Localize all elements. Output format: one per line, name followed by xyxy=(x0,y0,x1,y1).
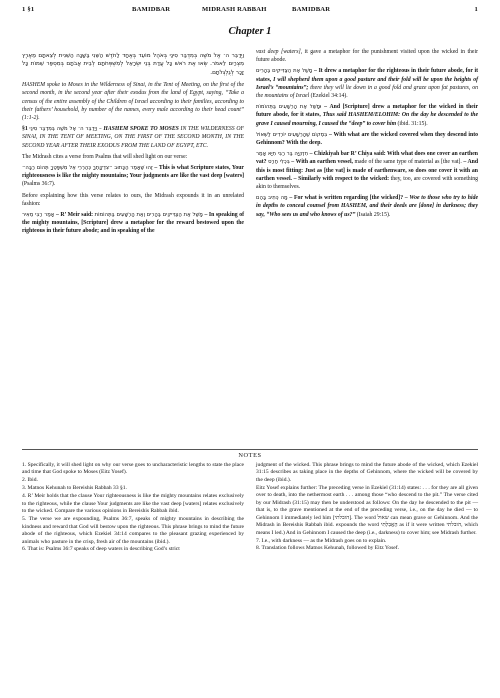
paragraph-righteous-metaphor: מָשַׁל אֶת הַצַּדִּיקִים בֶּהָרִים – It drew a metaphor for the righteous in their future abode, for it states, I will shepherd them upon a good pasture and their fold will be upon the heights of Israel’s “mountains”; there they will lie down in a good fold and graze upon fat pastures, on the mountains of Israel (Ezekiel 34:14). xyxy=(256,68,478,100)
main-text-right-column xyxy=(256,48,478,222)
section-number: §1 xyxy=(22,126,28,133)
section-lemma-rest: IN THE WILDERNESS OF SINAI, IN THE TENT OF MEETING, ON THE FIRST OF THE SECOND MONTH, IN THE SECOND YEAR AFTER THEIR EXODUS FROM THE LAND OF EGYPT, ETC. xyxy=(22,126,244,149)
note-7: 7. I.e., with darkness — as the Midrash goes on to explain. xyxy=(256,537,387,544)
notes-divider xyxy=(22,449,478,450)
section-lemma: HASHEM SPOKE TO MOSES xyxy=(103,126,179,133)
header-section-ref: 1 §1 xyxy=(22,6,35,13)
note-3: 3. Matnos Kehunah to Bereishis Rabbah 33 §1. xyxy=(22,485,127,492)
paragraph-isaiah: מָה כְּתִיב בָּהֶם – For what is written regarding [the wicked]? – Woe to those who try to hide in depths to conceal counsel from HASHEM, and their deeds are [done] in darkness; they say, “Who sees us and who knows of us?” (Isaiah 29:15). xyxy=(256,195,478,218)
paragraph-chizkiyah: חִזְקִיָּה בַּר רַבִּי חִיָּא אָמַר – Chizkiyah bar R’ Chiya said: With what does one cover an earthen vat? בִּכְלִי חֶרֶס – With an earthen vessel, made of the same type of material as [the vat]. – And this is most fitting: Just as [the vat] is made of earthenware, so does one cover it with an earthen vessel. – Similarly with respect to the wicked: they, too, are covered with something akin to themselves. xyxy=(256,151,479,191)
verse-translation: HASHEM spoke to Moses in the Wilderness of Sinai, in the Tent of Meeting, on the first of the second month, in the second year after their exodus from the land of Egypt, saying, “Take a census of the entire assembly of the Children of Israel according to their families, according to their fathers’ household, by number of the names, every male according to their head count” (1:1-2). xyxy=(22,82,244,122)
header-work-title: MIDRASH RABBAH xyxy=(202,6,267,13)
paragraph-wicked-metaphor: וּמָשַׁל אֶת הָרְשָׁעִים בַּתְּהוֹמוֹת – And [Scripture] drew a metaphor for the wicked in their future abode, for it states, Thus said HASHEM/ELOHIM: On the day he descended to the grave I caused mourning, I caused the “deep” to cover him (ibid. 31:15). xyxy=(256,104,479,127)
notes-left-column xyxy=(22,462,244,554)
note-6-eitz-yosef: Eitz Yosef explains further: The preceding verse in Ezekiel (31:14) states: . . . for they are all given over to death, into the nethermost earth . . . among those “who descend to the pit.” The verse cited by our Midrash (31:15) may then be understood as follows: On the day he descended to the pit — that is, to the grave mentioned at the end of the preceding verse, i.e., on the day he died — to Gehinnom I immediately led him [הובלתי]. The word שאול can mean grave or Gehinnom. And the Midrash in Bereishis Rabbah ibid. expounds the word הֶאֱבַלְתִּי as if it were written הובלתי, which means I led.) And in Gehinnom I caused the deep (i.e., darkness) to cover him; see Midrash further. xyxy=(256,484,478,536)
note-5: 5. The verse we are expounding, Psalms 36:7, speaks of mighty mountains in describing the kindness and reward that God will bestow upon the righteous. This phrase brings to mind the future abode of the righteous, which Ezekiel 34:14 compares to the pleasant grazing experienced by animals who pasture in the crisp, fresh air of the mountains (ibid.). xyxy=(22,516,244,545)
running-header xyxy=(0,0,500,20)
note-6: 6. That is: Psalms 36:7 speaks of deep waters in describing God’s strict xyxy=(22,546,180,553)
paragraph-intro: The Midrash cites a verse from Psalms that will shed light on our verse: xyxy=(22,153,188,160)
paragraph-gehinnom: בִּמְקוֹם שֶׁהָרְשָׁעִים יוֹרְדִים לַשְּׁאוֹל – With what are the wicked covered when they descend into Gehinnom? With the deep. xyxy=(256,131,479,147)
paragraph-psalms: זֶהוּ שֶׁאָמַר הַכָּתוּב ״צִדְקָתְךָ כְּהַרְרֵי אֵל מִשְׁפָּטֶךָ תְּהוֹם רַבָּה״ – This is what Scripture states, Your righteousness is like the mighty mountains; Your judgments are like the vast deep [waters] (Psalms 36:7). xyxy=(22,165,244,188)
paragraph-abodes: vast deep [waters], it gave a metaphor for the punishment visited upon the wicked in their future abode. xyxy=(256,49,478,64)
main-text-left-column xyxy=(22,48,244,239)
header-book-right: BAMIDBAR xyxy=(292,6,331,13)
note-1: 1. Specifically, it will shed light on why our verse goes to uncharacteristic lengths to state the place and time that God spoke to Moses (Eitz Yosef). xyxy=(22,462,244,476)
paragraph-r-meir: אָמַר רַבִּי מֵאִיר – R’ Meir said: מָשַׁל אֶת הַצַּדִּיקִים בֶּהָרִים וְאֶת הָרְשָׁעִים בַּתְּהוֹמוֹת – In speaking of the mighty mountains, [Scripture] drew a metaphor for the reward bestowed upon the righteous in their future abode; and in speaking of the xyxy=(22,212,245,235)
verse-hebrew: וַיְדַבֵּר ה׳ אֶל מֹשֶׁה בְּמִדְבַּר סִינַי בְּאֹהֶל מוֹעֵד בְּאֶחָד לַחֹדֶשׁ הַשֵּׁנִי בַּשָּׁנָה הַשֵּׁנִית לְצֵאתָם מֵאֶרֶץ מִצְרַיִם לֵאמֹר. שְׂאוּ אֶת רֹאשׁ כָּל עֲדַת בְּנֵי יִשְׂרָאֵל לְמִשְׁפְּחֹתָם לְבֵית אֲבֹתָם בְּמִסְפַּר שֵׁמוֹת כָּל זָכָר לְגֻלְגְּלֹתָם. xyxy=(22,53,244,76)
header-book-left: BAMIDBAR xyxy=(132,6,171,13)
paragraph-explain: Before explaining how this verse relates to ours, the Midrash expounds it in an unrelated fashion: xyxy=(22,192,244,207)
section-hebrew-lemma: וַיְדַבֵּר ה׳ אֶל מֹשֶׁה בְּמִדְבַּר סִינַי – xyxy=(29,126,102,133)
header-page-number: 1 xyxy=(474,6,478,13)
note-6-cont: judgment of the wicked. This phrase brings to mind the future abode of the wicked, which Ezekiel 31:15 describes as taking place in the depths of Gehinnom, where the wicked will be covered by the deep (ibid.). xyxy=(256,462,478,483)
note-8: 8. Translation follows Matnos Kehunah, followed by Eitz Yosef. xyxy=(256,545,399,552)
chapter-title: Chapter 1 xyxy=(228,26,272,37)
notes-heading: NOTES xyxy=(238,452,262,459)
section-1-opening xyxy=(22,125,244,150)
note-2: 2. Ibid. xyxy=(22,477,38,484)
notes-right-column xyxy=(256,462,478,553)
note-4: 4. R’ Meir holds that the clause Your righteousness is like the mighty mountains relates exclusively to the righteous, while the clause Your judgments are like the vast deep [waters] relates exclusively to the wicked. Compare the various opinions in Bereishis Rabbah ibid. xyxy=(22,493,244,515)
